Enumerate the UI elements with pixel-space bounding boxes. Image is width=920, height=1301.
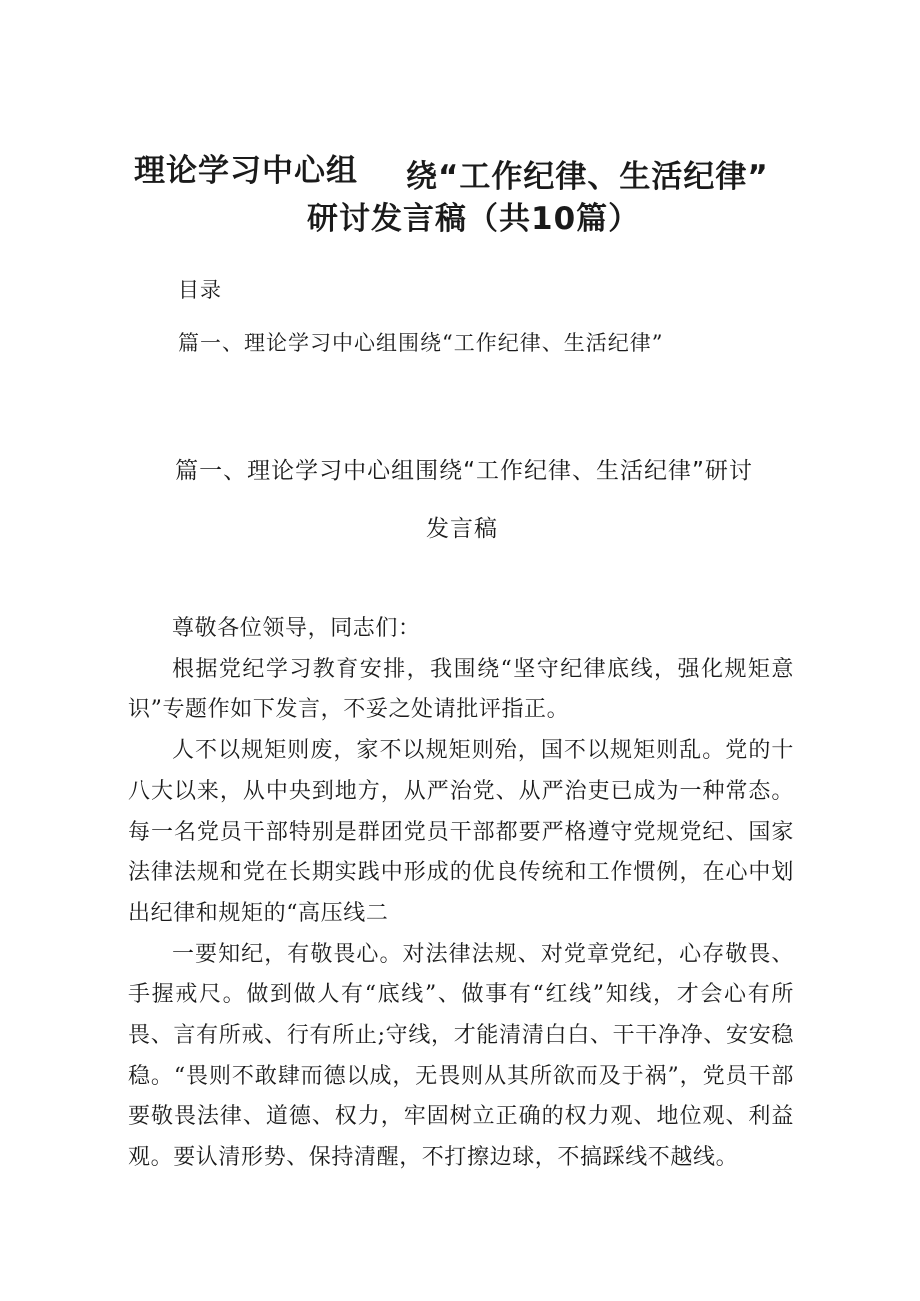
body-paragraph: 一要知纪，有敬畏心。对法律法规、对党章党纪，心存敬畏、手握戒尺。做到做人有“底线”、做事有“红线”知线，才会心有所畏、言有所戒、行有所止;守线，才能清清白白、干干净净、安安稳稳。“畏则不敢肆而德以成，无畏则从其所欲而及于祸”，党员干部要敬畏法律、道德、权力，牢固树立正确的权力观、地位观、利益观。要认清形势、保持清醒，不打擦边球，不搞踩线不越线。 <box>128 941 794 1171</box>
section-title-line1: 篇一、理论学习中心组围绕“工作纪律、生活纪律”研讨 <box>175 458 753 484</box>
body-paragraph: 根据党纪学习教育安排，我围绕“坚守纪律底线，强化规矩意识”专题作如下发言，不妥之处请批评指正。 <box>128 656 794 723</box>
section-title-line2: 发言稿 <box>426 516 498 542</box>
document-title-part1: 理论学习中心组 <box>134 153 358 189</box>
toc-heading: 目录 <box>178 278 222 302</box>
document-title-part3: 研讨发言稿（共10篇） <box>307 201 641 237</box>
salutation-paragraph: 尊敬各位领导，同志们： <box>172 616 421 641</box>
body-text <box>128 609 794 1179</box>
toc-item[interactable]: 篇一、理论学习中心组围绕“工作纪律、生活纪律” <box>178 331 664 355</box>
document-title-part2: 绕“工作纪律、生活纪律” <box>406 159 769 195</box>
body-paragraph: 人不以规矩则废，家不以规矩则殆，国不以规矩则乱。党的十八大以来，从中央到地方，从严治党、从严治吏已成为一种常态。每一名党员干部特别是群团党员干部都要严格遵守党规党纪、国家法律法规和党在长期实践中形成的优良传统和工作惯例，在心中划出纪律和规矩的“高压线二 <box>128 738 794 926</box>
